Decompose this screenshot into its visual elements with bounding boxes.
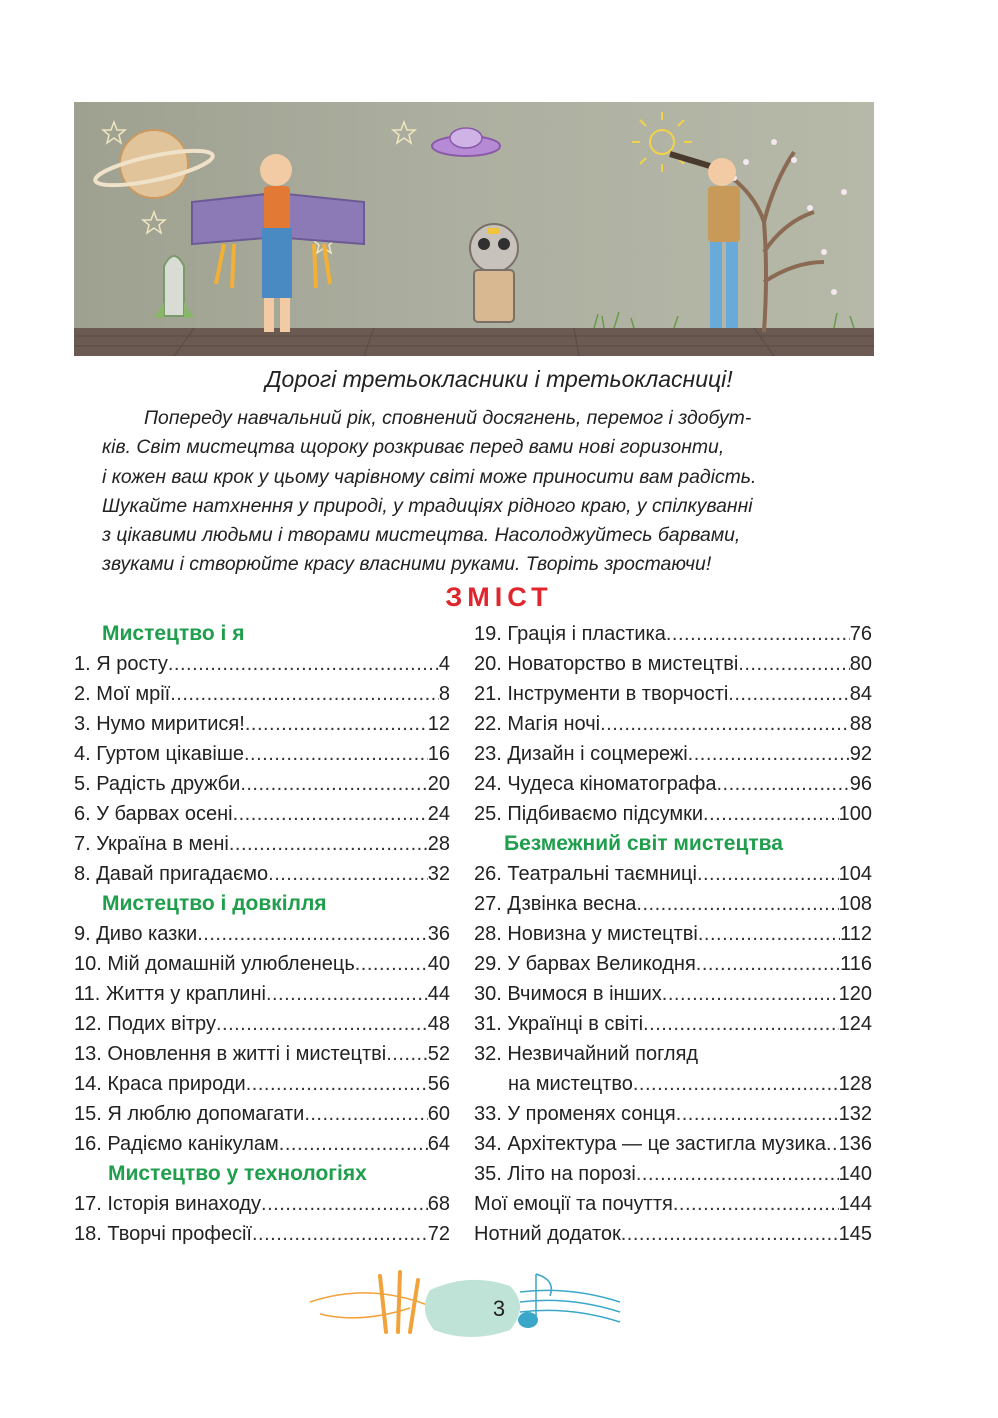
toc-entry[interactable]: [474, 646, 872, 676]
toc-entry-label: 10. Мій домашній улюбленець: [74, 953, 355, 975]
toc-leader-dots: [268, 862, 428, 886]
toc-entry-page: 108: [838, 893, 872, 915]
toc-entry-label: 20. Новаторство в мистецтві: [474, 653, 739, 675]
toc-entry-page: 56: [427, 1073, 450, 1095]
toc-entry[interactable]: [74, 1126, 450, 1156]
toc-leader-dots: [266, 982, 428, 1006]
toc-entry-label: 17. Історія винаходу: [74, 1193, 262, 1215]
toc-entry-label: 8. Давай пригадаємо: [74, 863, 269, 885]
toc-entry[interactable]: [74, 706, 450, 736]
toc-entry[interactable]: [474, 796, 872, 826]
toc-entry-label: 28. Новизна у мистецтві: [474, 923, 698, 945]
toc-entry-page: 84: [849, 683, 872, 705]
toc-entry[interactable]: [74, 1036, 450, 1066]
toc-leader-dots: [386, 1042, 428, 1066]
toc-leader-dots: [697, 862, 839, 886]
toc-leader-dots: [170, 682, 439, 706]
toc-entry-page: 32: [427, 863, 450, 885]
toc-entry[interactable]: [74, 796, 450, 826]
hero-illustration: [74, 102, 874, 356]
toc-leader-dots: [304, 1102, 427, 1126]
toc-entry-label: 27. Дзвінка весна: [474, 893, 637, 915]
toc-entry[interactable]: [474, 1216, 872, 1246]
toc-leader-dots: [698, 922, 840, 946]
toc-right-column: [474, 616, 872, 1246]
toc-entry-page: 88: [849, 713, 872, 735]
toc-entry[interactable]: [474, 1096, 872, 1126]
toc-entry[interactable]: [474, 1066, 872, 1096]
toc-leader-dots: [168, 652, 439, 676]
toc-entry[interactable]: [474, 1156, 872, 1186]
toc-entry[interactable]: [74, 1066, 450, 1096]
toc-entry[interactable]: [474, 736, 872, 766]
toc-leader-dots: [233, 802, 428, 826]
toc-leader-dots: [673, 1192, 839, 1216]
toc-entry-label: 30. Вчимося в інших: [474, 983, 662, 1005]
toc-entry-page: 16: [427, 743, 450, 765]
toc-entry-page: 120: [838, 983, 872, 1005]
toc-entry-label: Мої емоції та почуття: [474, 1193, 673, 1215]
toc-entry[interactable]: [474, 1006, 872, 1036]
toc-leader-dots: [666, 622, 850, 646]
toc-entry[interactable]: [74, 676, 450, 706]
toc-leader-dots: [636, 892, 838, 916]
toc-entry-page: 36: [427, 923, 450, 945]
toc-entry-label: 29. У барвах Великодня: [474, 953, 696, 975]
toc-leader-dots: [229, 832, 428, 856]
toc-entry-label: 32. Незвичайний погляд: [474, 1043, 699, 1065]
toc-entry-label: 12. Подих вітру: [74, 1013, 216, 1035]
toc-entry-page: 104: [838, 863, 872, 885]
toc-entry-page: 76: [849, 623, 872, 645]
toc-entry-page: 96: [849, 773, 872, 795]
toc-entry-label: 35. Літо на порозі: [474, 1163, 636, 1185]
toc-entry-page: 140: [838, 1163, 872, 1185]
toc-section-heading: Мистецтво і я: [102, 622, 245, 645]
toc-entry-page: 100: [838, 803, 872, 825]
toc-entry[interactable]: [74, 1216, 450, 1246]
toc-left-column: [74, 616, 450, 1246]
toc-leader-dots: [197, 922, 428, 946]
toc-entry[interactable]: [74, 976, 450, 1006]
toc-entry[interactable]: [74, 1006, 450, 1036]
toc-entry-label: 14. Краса природи: [74, 1073, 246, 1095]
toc-entry-label: 16. Радіємо канікулам: [74, 1133, 279, 1155]
toc-entry-label: 6. У барвах осені: [74, 803, 233, 825]
toc-section-heading: Мистецтво і довкілля: [102, 892, 327, 915]
toc-entry-page: 64: [427, 1133, 450, 1155]
greeting-line: і кожен ваш крок у цьому чарівному світі може приносити вам радість.: [102, 465, 757, 488]
toc-entry[interactable]: [474, 886, 872, 916]
toc-entry-label: 7. Україна в мені: [74, 833, 229, 855]
toc-entry-page: 8: [438, 683, 450, 705]
toc-leader-dots: [643, 1012, 839, 1036]
toc-leader-dots: [676, 1102, 839, 1126]
toc-entry[interactable]: [474, 676, 872, 706]
toc-entry-page: 20: [427, 773, 450, 795]
toc-entry-label: 13. Оновлення в житті і мистецтві: [74, 1043, 387, 1065]
toc-entry-label: 23. Дизайн і соцмережі: [474, 743, 688, 765]
toc-entry-label: 24. Чудеса кіноматографа: [474, 773, 717, 795]
toc-entry-label: 19. Грація і пластика: [474, 623, 666, 645]
toc-entry[interactable]: [74, 766, 450, 796]
toc-leader-dots: [240, 772, 427, 796]
toc-entry-label: 11. Життя у краплині: [74, 983, 266, 1005]
toc-entry[interactable]: [474, 1036, 872, 1066]
toc-entry[interactable]: [74, 736, 450, 766]
toc-entry-page: 145: [838, 1223, 872, 1245]
toc-entry-page: 124: [838, 1013, 872, 1035]
toc-entry-label: 3. Нумо миритися!: [74, 713, 245, 735]
toc-leader-dots: [216, 1012, 428, 1036]
toc-entry-page: 4: [438, 653, 450, 675]
toc-leader-dots: [696, 952, 840, 976]
toc-entry-label: 1. Я росту: [74, 653, 168, 675]
toc-entry-page: 28: [427, 833, 450, 855]
toc-section-heading: Мистецтво у технологіях: [108, 1162, 367, 1185]
page-number: 3: [492, 1296, 506, 1321]
toc-entry[interactable]: [474, 706, 872, 736]
toc-entry-page: 144: [838, 1193, 872, 1215]
toc-leader-dots: [716, 772, 849, 796]
toc-entry-label: 22. Магія ночі: [474, 713, 601, 735]
toc-entry-page: 12: [427, 713, 450, 735]
greeting-line: з цікавими людьми і творами мистецтва. Насолоджуйтесь барвами,: [102, 524, 741, 547]
toc-entry-label: 31. Українці в світі: [474, 1013, 644, 1035]
toc-leader-dots: [636, 1162, 839, 1186]
toc-title: ЗМІСТ: [445, 582, 553, 612]
toc-entry[interactable]: [474, 1186, 872, 1216]
toc-entry[interactable]: [74, 1186, 450, 1216]
toc-entry-label: 34. Архітектура — це застигла музика: [474, 1133, 826, 1155]
greeting-line: Попереду навчальний рік, сповнений досягнень, перемог і здобут-: [144, 407, 752, 429]
toc-entry-page: 68: [427, 1193, 450, 1215]
robot-icon: [470, 224, 518, 322]
toc-entry-page: 116: [840, 953, 872, 975]
toc-entry-label: 18. Творчі професії: [74, 1223, 252, 1245]
greeting-line: ків. Світ мистецтва щороку розкриває перед вами нові горизонти,: [102, 436, 725, 459]
toc-entry[interactable]: [474, 766, 872, 796]
toc-leader-dots: [245, 712, 428, 736]
toc-entry-label: 2. Мої мрії: [74, 683, 171, 705]
toc-entry-page: 136: [838, 1133, 872, 1155]
toc-entry-page: 80: [849, 653, 872, 675]
toc-entry-label: 9. Диво казки: [74, 923, 198, 945]
toc-entry[interactable]: [474, 856, 872, 886]
greeting-line: звуками і створюйте красу власними руками. Творіть зростаючи!: [102, 553, 712, 576]
toc-entry-page: 72: [427, 1223, 450, 1245]
toc-entry[interactable]: [474, 946, 872, 976]
toc-leader-dots: [633, 1072, 839, 1096]
toc-entry-page: 44: [427, 983, 450, 1005]
toc-leader-dots: [826, 1132, 839, 1156]
toc-leader-dots: [688, 742, 850, 766]
toc-leader-dots: [600, 712, 850, 736]
toc-section-heading: Безмежний світ мистецтва: [504, 832, 783, 855]
toc-leader-dots: [728, 682, 849, 706]
toc-entry[interactable]: [74, 1096, 450, 1126]
toc-entry[interactable]: [74, 916, 450, 946]
toc-leader-dots: [738, 652, 849, 676]
toc-entry-page: 60: [427, 1103, 450, 1125]
toc-entry[interactable]: [74, 856, 450, 886]
toc-leader-dots: [355, 952, 428, 976]
toc-entry-label: 33. У променях сонця: [474, 1103, 676, 1125]
toc-entry-page: 92: [849, 743, 872, 765]
toc-leader-dots: [621, 1222, 839, 1246]
toc-entry-label: 4. Гуртом цікавіше: [74, 743, 244, 765]
toc-entry[interactable]: [74, 646, 450, 676]
toc-entry[interactable]: [474, 1126, 872, 1156]
toc-entry[interactable]: [474, 616, 872, 646]
toc-leader-dots: [662, 982, 839, 1006]
toc-entry-label: 5. Радість дружби: [74, 773, 241, 795]
greeting-line: Шукайте натхнення у природі, у традиціях рідного краю, у спілкуванні: [102, 494, 753, 517]
greeting-title: Дорогі третьокласники і третьокласниці!: [265, 366, 733, 392]
toc-entry-label: 26. Театральні таємниці: [474, 863, 697, 885]
toc-entry[interactable]: [74, 946, 450, 976]
toc-entry-page: 128: [838, 1073, 872, 1095]
toc-entry-page: 132: [838, 1103, 872, 1125]
toc-leader-dots: [244, 742, 428, 766]
toc-entry-page: 52: [427, 1043, 450, 1065]
toc-entry-label: 21. Інструменти в творчості: [474, 683, 729, 705]
toc-leader-dots: [246, 1072, 428, 1096]
toc-entry-label: 15. Я люблю допомагати: [74, 1103, 305, 1125]
toc-entry[interactable]: [474, 916, 872, 946]
toc-entry-label: на мистецтво: [508, 1073, 633, 1095]
toc-entry-page: 24: [427, 803, 450, 825]
toc-leader-dots: [703, 802, 839, 826]
toc-entry-label: 25. Підбиваємо підсумки: [474, 803, 704, 825]
toc-entry-page: 40: [427, 953, 450, 975]
toc-leader-dots: [252, 1222, 428, 1246]
toc-entry[interactable]: [474, 976, 872, 1006]
greeting-text: [102, 404, 862, 580]
toc-leader-dots: [261, 1192, 428, 1216]
toc-entry-label: Нотний додаток: [474, 1223, 621, 1245]
toc-entry-page: 48: [427, 1013, 450, 1035]
toc-leader-dots: [279, 1132, 428, 1156]
toc-entry[interactable]: [74, 826, 450, 856]
toc-entry-page: 112: [840, 923, 872, 945]
